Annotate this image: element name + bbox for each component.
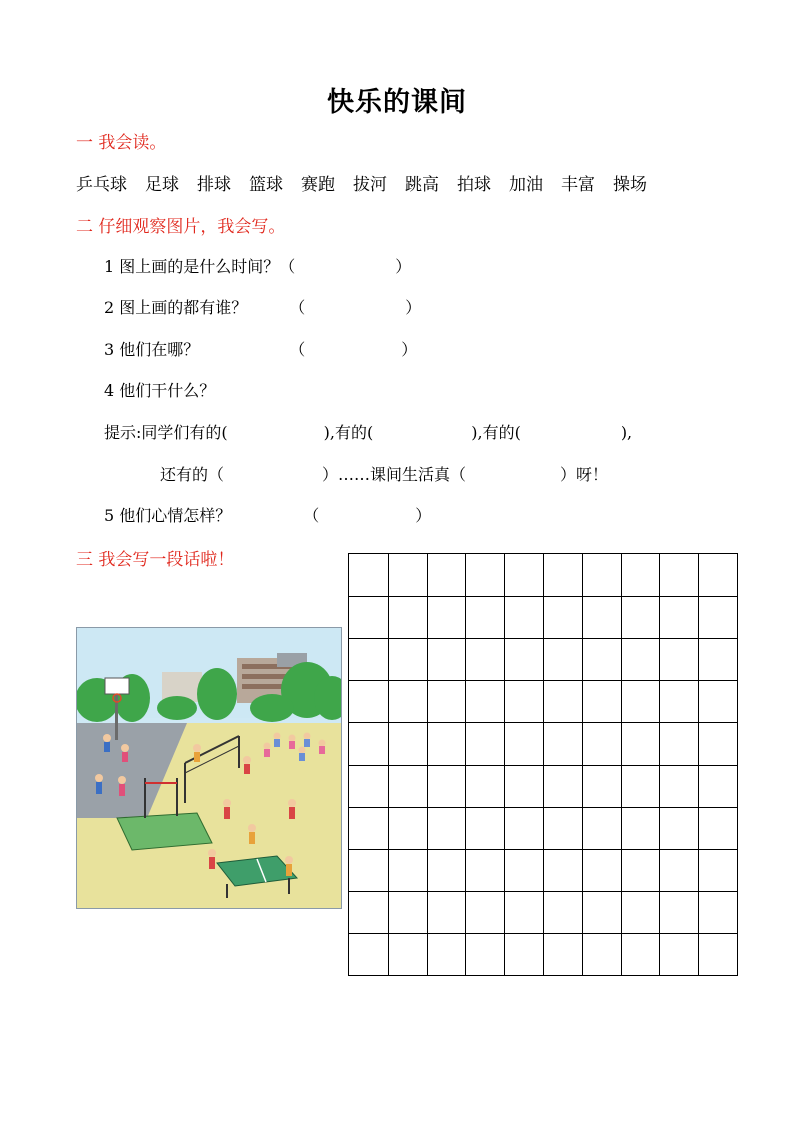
grid-row-line [349,596,737,597]
answer-blank-5-close: ） [415,506,432,525]
grid-row-line [349,638,737,639]
section-3-heading: 三 我会写一段话啦！ [76,550,235,570]
question-1-text: 1 图上画的是什么时间？ [104,257,280,276]
hint-text-a: 同学们有的( [141,423,228,442]
hint-text-c: ),有的( [471,423,521,442]
grid-row-line [349,722,737,723]
hint-text-d: ), [620,423,633,442]
word-item: 篮球 [249,175,283,195]
question-2-text: 2 图上画的都有谁？ [104,298,248,317]
word-item: 拍球 [457,175,491,195]
section-2-heading: 二 仔细观察图片，我会写。 [76,217,286,237]
hint2-text-b: ）……课间生活真（ [322,465,467,484]
school-playground-illustration [76,627,342,909]
answer-blank-1-close: ） [395,257,412,276]
grid-row-line [349,765,737,766]
word-item: 足球 [145,175,179,195]
question-5 [104,503,431,526]
answer-blank-1-open: （ [279,257,296,276]
hint-label: 提示: [104,423,142,442]
grid-row-line [349,933,737,934]
word-list [76,170,665,195]
section-1-heading: 一 我会读。 [76,133,167,153]
hint-line-2 [160,462,608,485]
question-3 [104,337,417,360]
question-4: 4 他们干什么？ [104,381,216,400]
word-item: 跳高 [405,175,439,195]
page-title: 快乐的课间 [327,87,467,118]
word-item: 排球 [197,175,231,195]
writing-grid[interactable] [348,553,738,976]
hint2-text-c: ）呀！ [560,465,609,484]
grid-row-line [349,849,737,850]
answer-blank-2-open: （ [289,298,306,317]
hint2-text-a: 还有的（ [160,465,225,484]
word-item: 拔河 [353,175,387,195]
question-2 [104,295,421,318]
grid-row-line [349,891,737,892]
question-5-text: 5 他们心情怎样？ [104,506,232,525]
question-3-text: 3 他们在哪？ [104,340,200,359]
hint-text-b: ),有的( [323,423,374,442]
word-item: 丰富 [561,175,595,195]
word-item: 加油 [509,175,543,195]
grid-row-line [349,807,737,808]
answer-blank-5-open: （ [303,506,320,525]
word-item: 赛跑 [301,175,335,195]
word-item: 乒乓球 [76,175,127,195]
playground-svg [77,628,341,908]
grid-row-line [349,680,737,681]
answer-blank-3-open: （ [289,340,306,359]
answer-blank-3-close: ） [401,340,418,359]
word-item: 操场 [613,175,647,195]
question-1 [104,254,411,277]
hint-line-1 [104,420,632,443]
answer-blank-2-close: ） [405,298,422,317]
